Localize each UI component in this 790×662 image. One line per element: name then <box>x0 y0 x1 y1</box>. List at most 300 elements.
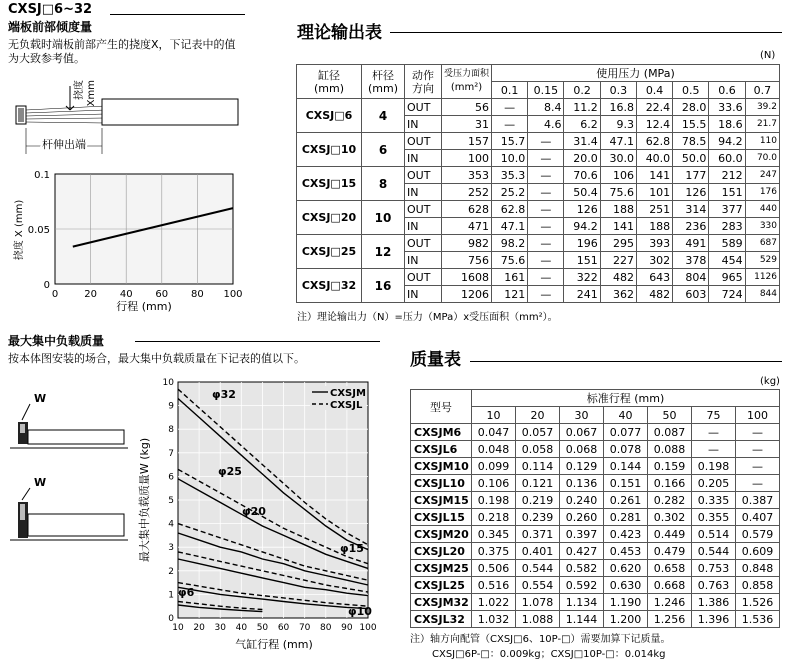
force-cell: 8.4 <box>528 99 564 116</box>
pressure-col-6: 0.6 <box>709 82 745 99</box>
load-xlabel: 气缸行程 (mm) <box>235 638 313 651</box>
output-title-rule <box>390 32 782 33</box>
table-row <box>297 235 780 252</box>
stroke-col-5: 75 <box>692 407 736 424</box>
mass-cell: 0.261 <box>604 492 648 509</box>
force-cell: 98.2 <box>492 235 528 252</box>
max-load-chart <box>138 376 383 662</box>
model-cell: CXSJL20 <box>411 543 472 560</box>
force-cell: — <box>528 201 564 218</box>
force-cell: 6.2 <box>564 116 600 133</box>
stroke-col-3: 40 <box>604 407 648 424</box>
mass-cell: 0.554 <box>516 577 560 594</box>
mass-cell: 0.198 <box>692 458 736 475</box>
deflection-unit-label: Xmm <box>86 80 97 107</box>
rod-cell: 12 <box>362 235 405 269</box>
col-stroke: 标准行程 (mm) <box>472 390 780 407</box>
table-row <box>297 269 780 286</box>
xtick: 80 <box>191 289 204 300</box>
curve-label-32: φ32 <box>212 388 236 401</box>
direction-cell: OUT <box>405 235 442 252</box>
ytick: 0 <box>168 614 174 624</box>
table-row <box>411 611 780 628</box>
direction-cell: OUT <box>405 133 442 150</box>
mass-cell: 1.144 <box>560 611 604 628</box>
force-cell: 724 <box>709 286 745 303</box>
mass-cell: 0.260 <box>560 509 604 526</box>
mass-cell: 0.048 <box>472 441 516 458</box>
mass-cell: 0.427 <box>560 543 604 560</box>
force-cell: 15.5 <box>673 116 709 133</box>
mass-cell: 1.526 <box>736 594 780 611</box>
force-cell: 94.2 <box>709 133 745 150</box>
force-cell: — <box>528 184 564 201</box>
mass-cell: 0.753 <box>692 560 736 577</box>
curve-label-6: φ6 <box>178 586 195 599</box>
force-cell: 126 <box>564 201 600 218</box>
col-bore: 缸径 (mm) <box>297 65 362 99</box>
mass-cell: 0.218 <box>472 509 516 526</box>
pressure-col-4: 0.4 <box>636 82 672 99</box>
mass-cell: 0.099 <box>472 458 516 475</box>
force-cell: 196 <box>564 235 600 252</box>
deflection-ylabel: 挠度 X (mm) <box>14 199 25 261</box>
stroke-col-4: 50 <box>648 407 692 424</box>
xtick: 100 <box>223 289 243 300</box>
area-cell: 252 <box>442 184 492 201</box>
deflection-chart <box>8 168 243 318</box>
curve-label-15: φ15 <box>340 542 364 555</box>
area-cell: 471 <box>442 218 492 235</box>
mass-cell: — <box>736 475 780 492</box>
mass-cell: 0.453 <box>604 543 648 560</box>
ytick: 5 <box>168 496 174 506</box>
model-cell: CXSJL10 <box>411 475 472 492</box>
force-cell: 47.1 <box>492 218 528 235</box>
force-cell: 60.0 <box>709 150 745 167</box>
model-cell: CXSJM20 <box>411 526 472 543</box>
mass-cell: 1.088 <box>516 611 560 628</box>
force-cell: 141 <box>600 218 636 235</box>
force-cell: 4.6 <box>528 116 564 133</box>
deflection-xlabel: 行程 (mm) <box>116 300 172 313</box>
mass-cell: 0.375 <box>472 543 516 560</box>
curve-label-20: φ20 <box>242 505 266 518</box>
force-cell: 141 <box>636 167 672 184</box>
mass-cell: — <box>692 424 736 441</box>
mass-table-title: 质量表 <box>410 350 461 370</box>
mass-table <box>410 389 780 628</box>
curve-label-25: φ25 <box>218 465 242 478</box>
area-cell: 1206 <box>442 286 492 303</box>
direction-cell: IN <box>405 116 442 133</box>
force-cell: 314 <box>673 201 709 218</box>
mount-diagrams <box>10 388 130 558</box>
force-cell: 110 <box>745 133 779 150</box>
force-cell: 188 <box>600 201 636 218</box>
legend-cxsjm: CXSJM <box>330 388 366 399</box>
mass-cell: 1.032 <box>472 611 516 628</box>
output-table-title: 理论输出表 <box>297 23 382 43</box>
deflection-desc-2: 为大致参考值。 <box>8 52 85 65</box>
force-cell: — <box>528 235 564 252</box>
mass-cell: 0.067 <box>560 424 604 441</box>
force-cell: 247 <box>745 167 779 184</box>
force-cell: 330 <box>745 218 779 235</box>
force-cell: 62.8 <box>492 201 528 218</box>
mass-cell: 0.479 <box>648 543 692 560</box>
mass-cell: 0.848 <box>736 560 780 577</box>
section-title-deflection: CXSJ□6~32 <box>8 2 93 17</box>
mass-cell: 1.536 <box>736 611 780 628</box>
force-cell: 241 <box>564 286 600 303</box>
direction-cell: IN <box>405 150 442 167</box>
mass-cell: 0.281 <box>604 509 648 526</box>
mass-cell: 1.200 <box>604 611 648 628</box>
pressure-col-0: 0.1 <box>492 82 528 99</box>
direction-cell: IN <box>405 218 442 235</box>
area-cell: 157 <box>442 133 492 150</box>
force-cell: 283 <box>709 218 745 235</box>
xtick: 40 <box>235 623 248 633</box>
ytick-0-1: 0.1 <box>34 170 50 181</box>
force-cell: 21.7 <box>745 116 779 133</box>
force-cell: 491 <box>673 235 709 252</box>
force-cell: — <box>492 116 528 133</box>
force-cell: 20.0 <box>564 150 600 167</box>
force-cell: 440 <box>745 201 779 218</box>
deflection-desc-1: 无负载时端板前部产生的挠度X，下记表中的值 <box>8 38 236 51</box>
mass-note-2: CXSJ□6P-□：0.009kg；CXSJ□10P-□：0.014kg <box>432 649 666 660</box>
force-cell: 151 <box>709 184 745 201</box>
col-pressure: 使用压力 (MPa) <box>492 65 780 82</box>
max-load-rule <box>135 341 380 342</box>
col-area: 受压力面积 (mm²) <box>442 65 492 99</box>
stroke-col-1: 20 <box>516 407 560 424</box>
ytick: 4 <box>168 519 174 530</box>
mass-cell: 0.620 <box>604 560 648 577</box>
force-cell: 10.0 <box>492 150 528 167</box>
mass-cell: 0.088 <box>648 441 692 458</box>
xtick: 80 <box>320 623 332 633</box>
rod-cell: 6 <box>362 133 405 167</box>
mass-cell: 0.858 <box>736 577 780 594</box>
area-cell: 1608 <box>442 269 492 286</box>
mass-cell: 0.345 <box>472 526 516 543</box>
load-label-w2: W <box>34 476 47 489</box>
stroke-col-6: 100 <box>736 407 780 424</box>
force-cell: 161 <box>492 269 528 286</box>
mass-cell: 0.302 <box>648 509 692 526</box>
force-cell: 454 <box>709 252 745 269</box>
max-load-title: 最大集中负载质量 <box>8 334 105 348</box>
ytick: 7 <box>168 448 174 459</box>
rod-cell: 4 <box>362 99 405 133</box>
table-row <box>411 560 780 577</box>
force-cell: — <box>492 99 528 116</box>
mass-note-1: 注）轴方向配管（CXSJ□6、10P-□）需要加算下记质量。 <box>410 634 671 645</box>
mass-cell: 0.371 <box>516 526 560 543</box>
table-row <box>297 99 780 116</box>
force-cell: 482 <box>600 269 636 286</box>
max-load-desc: 按本体图安装的场合，最大集中负载质量在下记表的值以下。 <box>8 352 305 365</box>
table-row <box>297 201 780 218</box>
mass-cell: 0.407 <box>736 509 780 526</box>
force-cell: 18.6 <box>709 116 745 133</box>
table-row <box>297 167 780 184</box>
force-cell: — <box>528 150 564 167</box>
force-cell: 251 <box>636 201 672 218</box>
model-cell: CXSJM10 <box>411 458 472 475</box>
force-cell: 603 <box>673 286 709 303</box>
xtick: 0 <box>51 289 59 300</box>
xtick: 20 <box>84 289 97 300</box>
force-cell: 101 <box>636 184 672 201</box>
model-cell: CXSJ□32 <box>297 269 362 303</box>
force-cell: 33.6 <box>709 99 745 116</box>
col-model: 型号 <box>411 390 472 424</box>
mass-cell: 0.239 <box>516 509 560 526</box>
mass-cell: — <box>736 458 780 475</box>
pressure-col-5: 0.5 <box>673 82 709 99</box>
legend-cxsjl: CXSJL <box>330 400 363 411</box>
mass-cell: 0.387 <box>736 492 780 509</box>
mass-cell: 0.516 <box>472 577 516 594</box>
table-row <box>411 475 780 492</box>
mass-cell: 0.159 <box>648 458 692 475</box>
model-cell: CXSJ□6 <box>297 99 362 133</box>
area-cell: 756 <box>442 252 492 269</box>
mass-cell: — <box>736 441 780 458</box>
ytick: 9 <box>168 401 174 412</box>
mass-cell: 0.068 <box>560 441 604 458</box>
mass-cell: 0.658 <box>648 560 692 577</box>
ytick: 6 <box>168 472 174 483</box>
pressure-col-7: 0.7 <box>745 82 779 99</box>
area-cell: 628 <box>442 201 492 218</box>
force-cell: 227 <box>600 252 636 269</box>
mass-cell: 0.668 <box>648 577 692 594</box>
cylinder-body <box>102 99 238 125</box>
mass-cell: 0.401 <box>516 543 560 560</box>
table-row <box>411 509 780 526</box>
force-cell: 25.2 <box>492 184 528 201</box>
table-row <box>411 492 780 509</box>
stroke-col-2: 30 <box>560 407 604 424</box>
direction-cell: IN <box>405 286 442 303</box>
mass-cell: 0.166 <box>648 475 692 492</box>
table-row <box>411 441 780 458</box>
model-cell: CXSJM25 <box>411 560 472 577</box>
force-cell: 126 <box>673 184 709 201</box>
force-cell: 844 <box>745 286 779 303</box>
col-direction: 动作 方向 <box>405 65 442 99</box>
xtick: 60 <box>277 623 290 633</box>
direction-cell: OUT <box>405 167 442 184</box>
table-row <box>411 458 780 475</box>
force-cell: 482 <box>636 286 672 303</box>
force-cell: 121 <box>492 286 528 303</box>
force-cell: 70.0 <box>745 150 779 167</box>
xtick: 100 <box>359 623 377 633</box>
xtick: 30 <box>214 623 226 633</box>
deflection-diagram <box>10 66 250 166</box>
model-cell: CXSJL32 <box>411 611 472 628</box>
pressure-col-3: 0.3 <box>600 82 636 99</box>
force-cell: 11.2 <box>564 99 600 116</box>
mass-cell: 1.256 <box>648 611 692 628</box>
mass-cell: 1.386 <box>692 594 736 611</box>
force-cell: 15.7 <box>492 133 528 150</box>
mass-cell: 0.114 <box>516 458 560 475</box>
mass-cell: 0.544 <box>692 543 736 560</box>
force-cell: — <box>528 218 564 235</box>
mass-cell: 1.190 <box>604 594 648 611</box>
force-cell: 965 <box>709 269 745 286</box>
force-cell: 78.5 <box>673 133 709 150</box>
force-cell: — <box>528 286 564 303</box>
force-cell: 529 <box>745 252 779 269</box>
force-cell: 50.0 <box>673 150 709 167</box>
force-cell: 643 <box>636 269 672 286</box>
force-cell: 16.8 <box>600 99 636 116</box>
table-row <box>411 543 780 560</box>
direction-cell: IN <box>405 184 442 201</box>
output-table <box>296 64 780 303</box>
model-cell: CXSJM6 <box>411 424 472 441</box>
area-cell: 56 <box>442 99 492 116</box>
mass-cell: 0.449 <box>648 526 692 543</box>
output-table-note: 注）理论输出力（N）=压力（MPa）x受压面积（mm²）。 <box>297 312 558 323</box>
mass-cell: 0.058 <box>516 441 560 458</box>
load-ylabel: 最大集中负载质量W (kg) <box>138 437 151 563</box>
rod-cell: 8 <box>362 167 405 201</box>
model-cell: CXSJ□10 <box>297 133 362 167</box>
force-cell: 30.0 <box>600 150 636 167</box>
xtick: 70 <box>298 623 311 633</box>
xtick: 60 <box>155 289 169 300</box>
force-cell: 22.4 <box>636 99 672 116</box>
area-cell: 353 <box>442 167 492 184</box>
mass-cell: 0.219 <box>516 492 560 509</box>
mass-cell: 0.397 <box>560 526 604 543</box>
mass-cell: — <box>736 424 780 441</box>
table-row <box>411 424 780 441</box>
mass-cell: — <box>692 441 736 458</box>
model-cell: CXSJ□15 <box>297 167 362 201</box>
force-cell: 40.0 <box>636 150 672 167</box>
mass-cell: 0.630 <box>604 577 648 594</box>
cylinder-horizontal <box>28 430 124 444</box>
force-cell: 50.4 <box>564 184 600 201</box>
force-cell: 322 <box>564 269 600 286</box>
mass-cell: 0.544 <box>516 560 560 577</box>
mass-cell: 0.335 <box>692 492 736 509</box>
mass-cell: 1.246 <box>648 594 692 611</box>
model-cell: CXSJL25 <box>411 577 472 594</box>
mass-cell: 0.129 <box>560 458 604 475</box>
mass-cell: 0.057 <box>516 424 560 441</box>
deflection-subtitle: 端板前部倾度量 <box>8 20 93 34</box>
direction-cell: IN <box>405 252 442 269</box>
force-cell: 94.2 <box>564 218 600 235</box>
mass-table-unit: (kg) <box>760 376 780 387</box>
mass-cell: 0.592 <box>560 577 604 594</box>
force-cell: 188 <box>636 218 672 235</box>
ytick-0-05: 0.05 <box>27 225 50 236</box>
mass-cell: 0.106 <box>472 475 516 492</box>
xtick: 40 <box>119 289 133 300</box>
table-row <box>411 594 780 611</box>
force-cell: 47.1 <box>600 133 636 150</box>
force-cell: 70.6 <box>564 167 600 184</box>
mass-cell: 0.506 <box>472 560 516 577</box>
force-cell: 393 <box>636 235 672 252</box>
force-cell: 35.3 <box>492 167 528 184</box>
xtick: 50 <box>256 623 269 633</box>
mass-cell: 0.144 <box>604 458 648 475</box>
xtick: 10 <box>172 623 184 633</box>
force-cell: 212 <box>709 167 745 184</box>
force-cell: 151 <box>564 252 600 269</box>
xtick: 20 <box>193 623 205 633</box>
mass-cell: 0.609 <box>736 543 780 560</box>
model-cell: CXSJ□20 <box>297 201 362 235</box>
table-row <box>411 577 780 594</box>
force-cell: 176 <box>745 184 779 201</box>
xtick: 90 <box>341 623 353 633</box>
area-cell: 31 <box>442 116 492 133</box>
force-cell: 177 <box>673 167 709 184</box>
force-cell: 9.3 <box>600 116 636 133</box>
output-table-unit: (N) <box>760 50 776 61</box>
model-cell: CXSJL15 <box>411 509 472 526</box>
force-cell: 687 <box>745 235 779 252</box>
mass-cell: 0.763 <box>692 577 736 594</box>
force-cell: 12.4 <box>636 116 672 133</box>
model-cell: CXSJL6 <box>411 441 472 458</box>
force-cell: 106 <box>600 167 636 184</box>
force-cell: 378 <box>673 252 709 269</box>
curve-label-10: φ10 <box>348 605 372 618</box>
model-cell: CXSJM32 <box>411 594 472 611</box>
force-cell: 31.4 <box>564 133 600 150</box>
force-cell: — <box>528 133 564 150</box>
mass-title-rule <box>470 361 782 362</box>
col-rod: 杆径 (mm) <box>362 65 405 99</box>
mass-cell: 0.514 <box>692 526 736 543</box>
force-cell: 1126 <box>745 269 779 286</box>
force-cell: 377 <box>709 201 745 218</box>
force-cell: 589 <box>709 235 745 252</box>
pressure-col-1: 0.15 <box>528 82 564 99</box>
load-label-w1: W <box>34 392 47 405</box>
mass-cell: 0.240 <box>560 492 604 509</box>
model-cell: CXSJM15 <box>411 492 472 509</box>
mass-cell: 1.396 <box>692 611 736 628</box>
force-cell: 39.2 <box>745 99 779 116</box>
mass-cell: 0.087 <box>648 424 692 441</box>
force-cell: 302 <box>636 252 672 269</box>
mass-cell: 0.205 <box>692 475 736 492</box>
mass-cell: 0.579 <box>736 526 780 543</box>
ytick: 2 <box>168 566 174 577</box>
direction-cell: OUT <box>405 201 442 218</box>
force-cell: 75.6 <box>600 184 636 201</box>
force-cell: 236 <box>673 218 709 235</box>
area-cell: 100 <box>442 150 492 167</box>
ytick: 3 <box>168 543 174 554</box>
